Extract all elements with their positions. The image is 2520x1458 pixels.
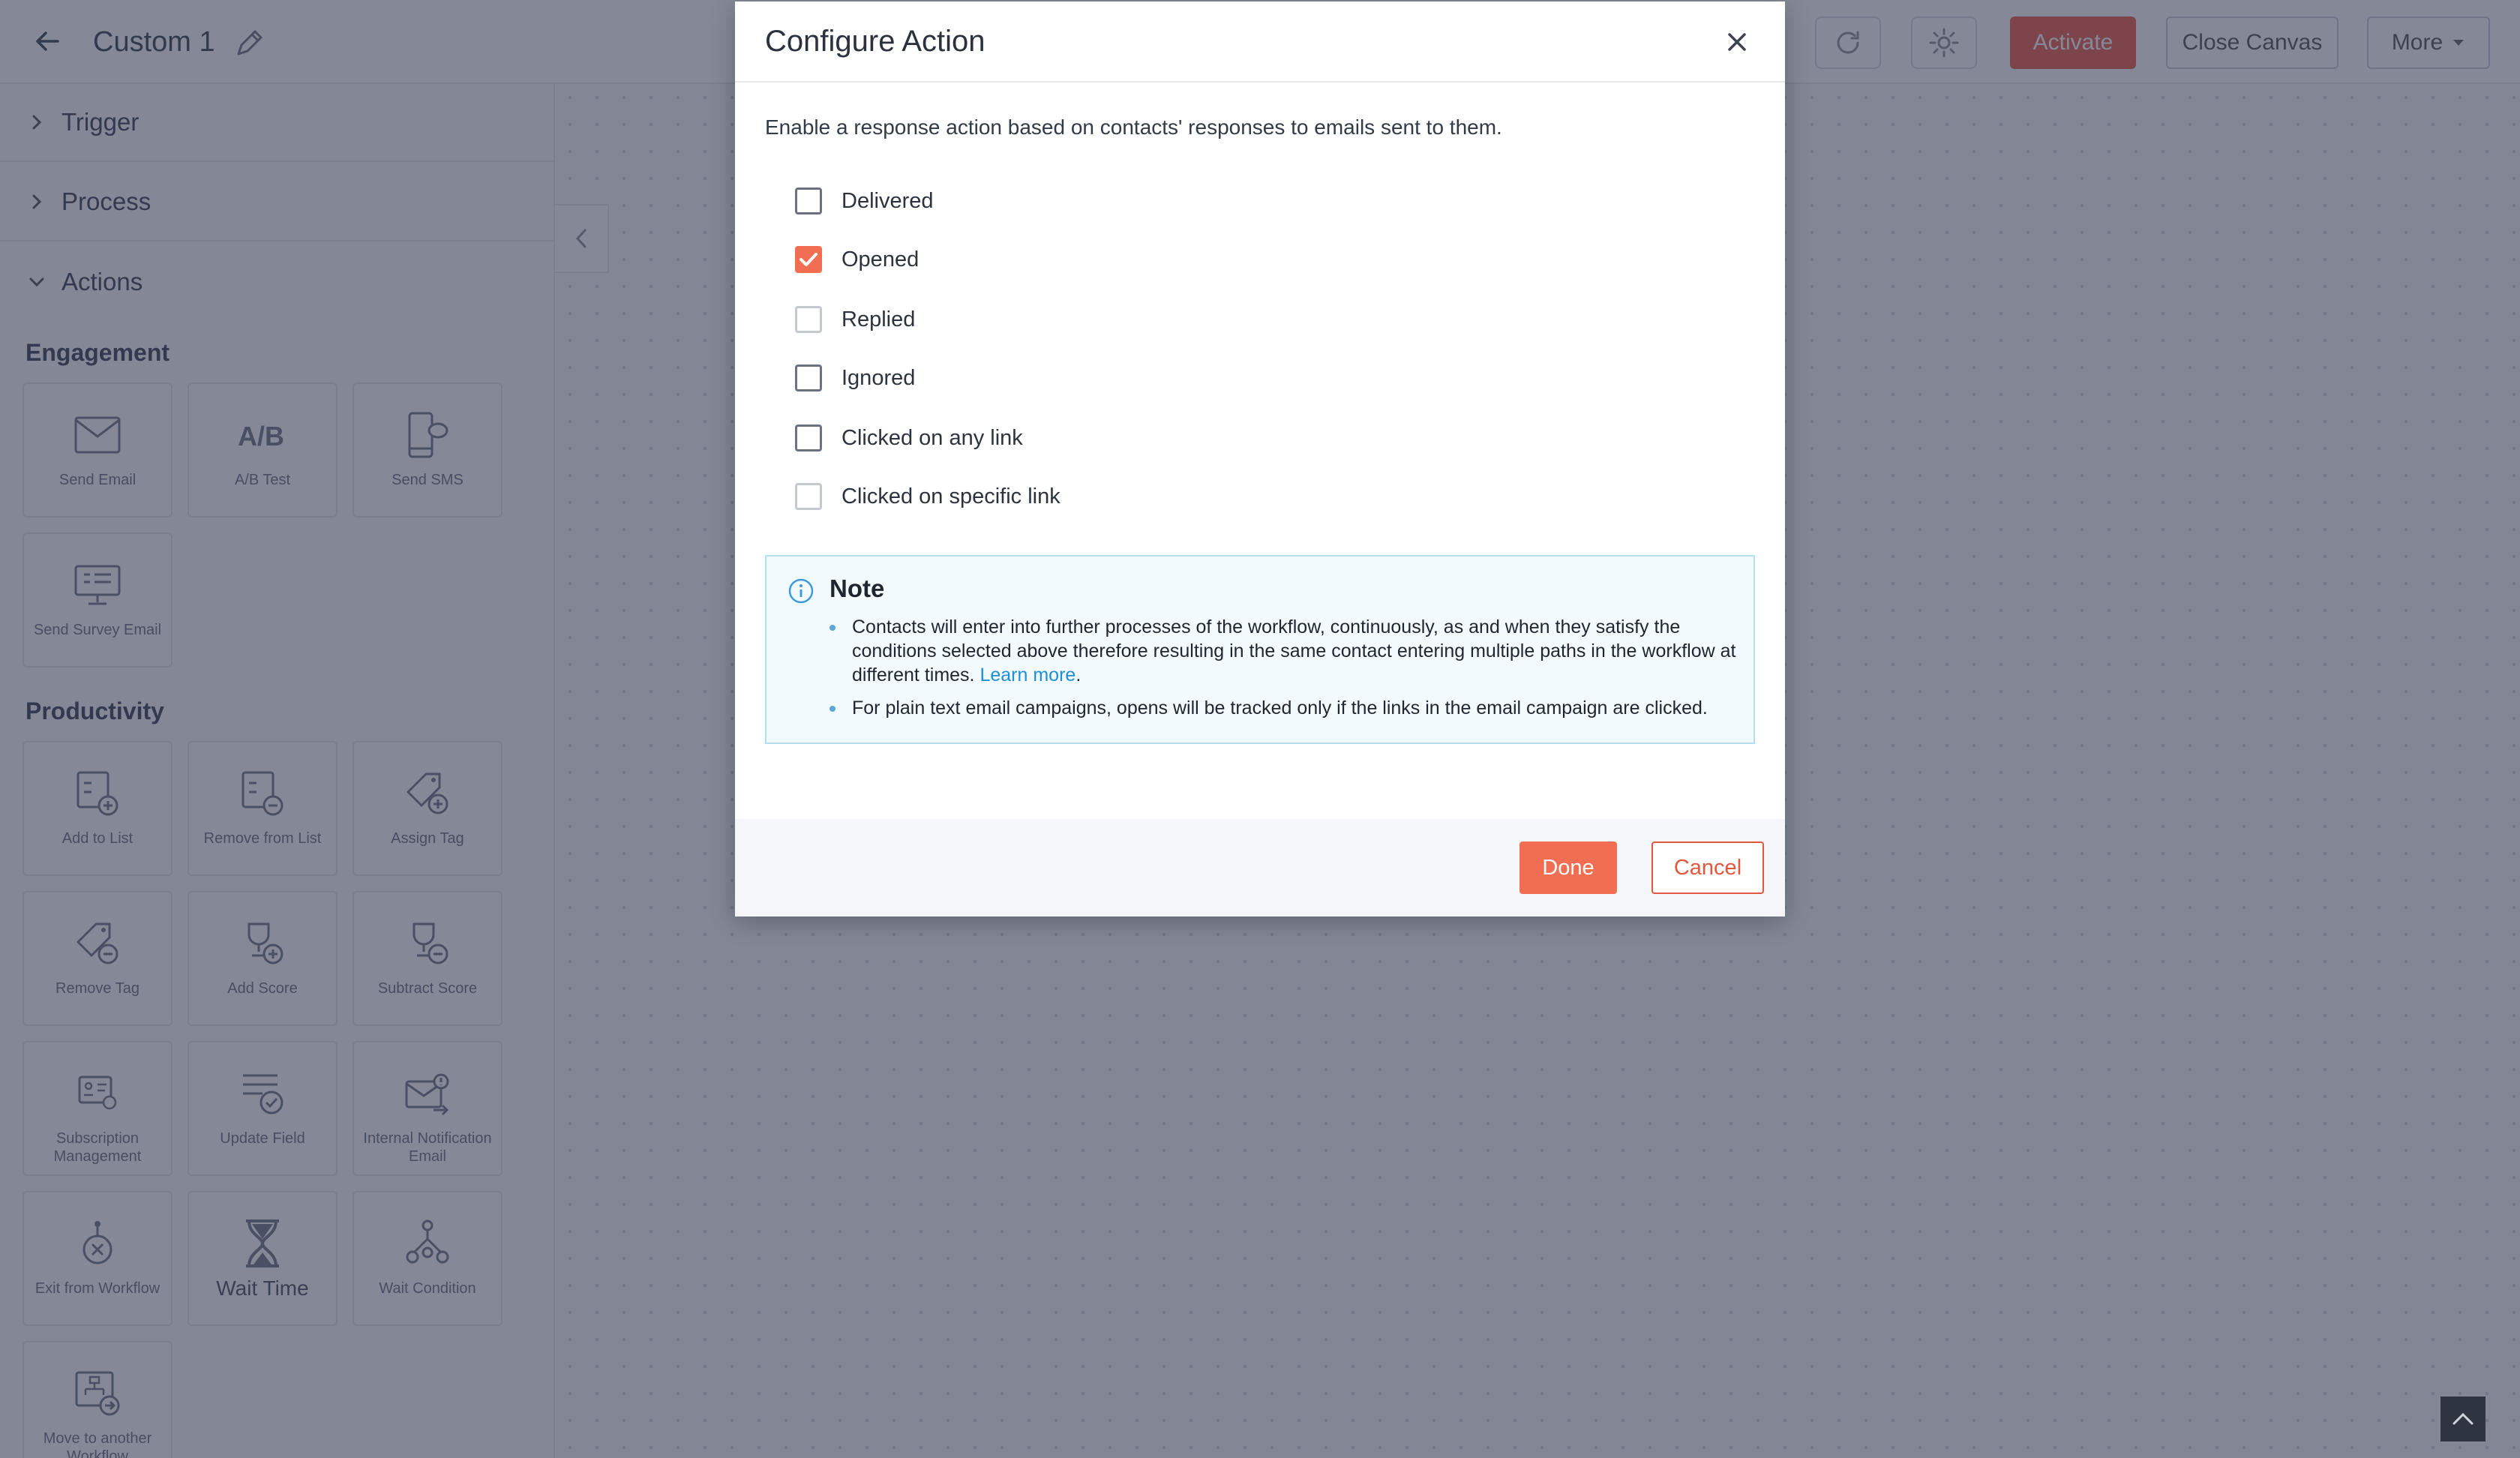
note-title: Note <box>830 574 885 602</box>
option-label: Replied <box>842 307 916 332</box>
option-ignored[interactable] <box>795 363 915 393</box>
note-item <box>830 696 1737 720</box>
note-list <box>830 615 1737 729</box>
option-label: Ignored <box>842 365 916 390</box>
checkbox-clicked-any-link[interactable] <box>795 424 822 452</box>
dialog-description: Enable a response action based on contacts' responses to emails sent to them. <box>765 116 1502 139</box>
option-label: Clicked on specific link <box>842 484 1060 508</box>
dialog-title: Configure Action <box>765 24 986 58</box>
checkbox-delivered[interactable] <box>795 188 822 214</box>
checkbox-clicked-specific-link[interactable] <box>795 483 822 510</box>
configure-action-dialog <box>735 2 1785 916</box>
option-label: Opened <box>842 247 920 272</box>
option-label: Delivered <box>842 188 934 213</box>
checkmark-icon <box>799 251 818 268</box>
cancel-button[interactable]: Cancel <box>1652 842 1764 894</box>
scroll-to-top-button[interactable] <box>2440 1396 2486 1442</box>
option-clicked-specific-link[interactable] <box>795 482 1060 512</box>
note-item <box>830 615 1737 687</box>
chevron-up-icon <box>2452 1412 2474 1426</box>
dialog-footer <box>735 819 1785 916</box>
info-icon <box>788 578 814 604</box>
note-text: For plain text email campaigns, opens will be tracked only if the links in the email campaign are clicked. <box>852 698 1708 718</box>
checkbox-replied[interactable] <box>795 306 822 333</box>
done-button[interactable]: Done <box>1520 842 1617 894</box>
note-text: Contacts will enter into further processes of the workflow, continuously, as and when they satisfy the conditions selected above therefore resulting in the same contact entering multiple paths in the workflow at different times. <box>852 616 1736 686</box>
option-delivered[interactable] <box>795 186 934 216</box>
note-box <box>765 555 1755 744</box>
learn-more-link[interactable]: Learn more <box>980 664 1076 686</box>
note-punctuation: . <box>1076 664 1082 686</box>
option-clicked-any-link[interactable] <box>795 423 1023 453</box>
dialog-header <box>735 2 1785 82</box>
option-label: Clicked on any link <box>842 425 1023 450</box>
checkbox-opened[interactable] <box>795 246 822 273</box>
option-opened[interactable] <box>795 244 919 274</box>
checkbox-ignored[interactable] <box>795 364 822 392</box>
close-icon[interactable] <box>1722 27 1752 57</box>
option-replied[interactable] <box>795 304 915 334</box>
